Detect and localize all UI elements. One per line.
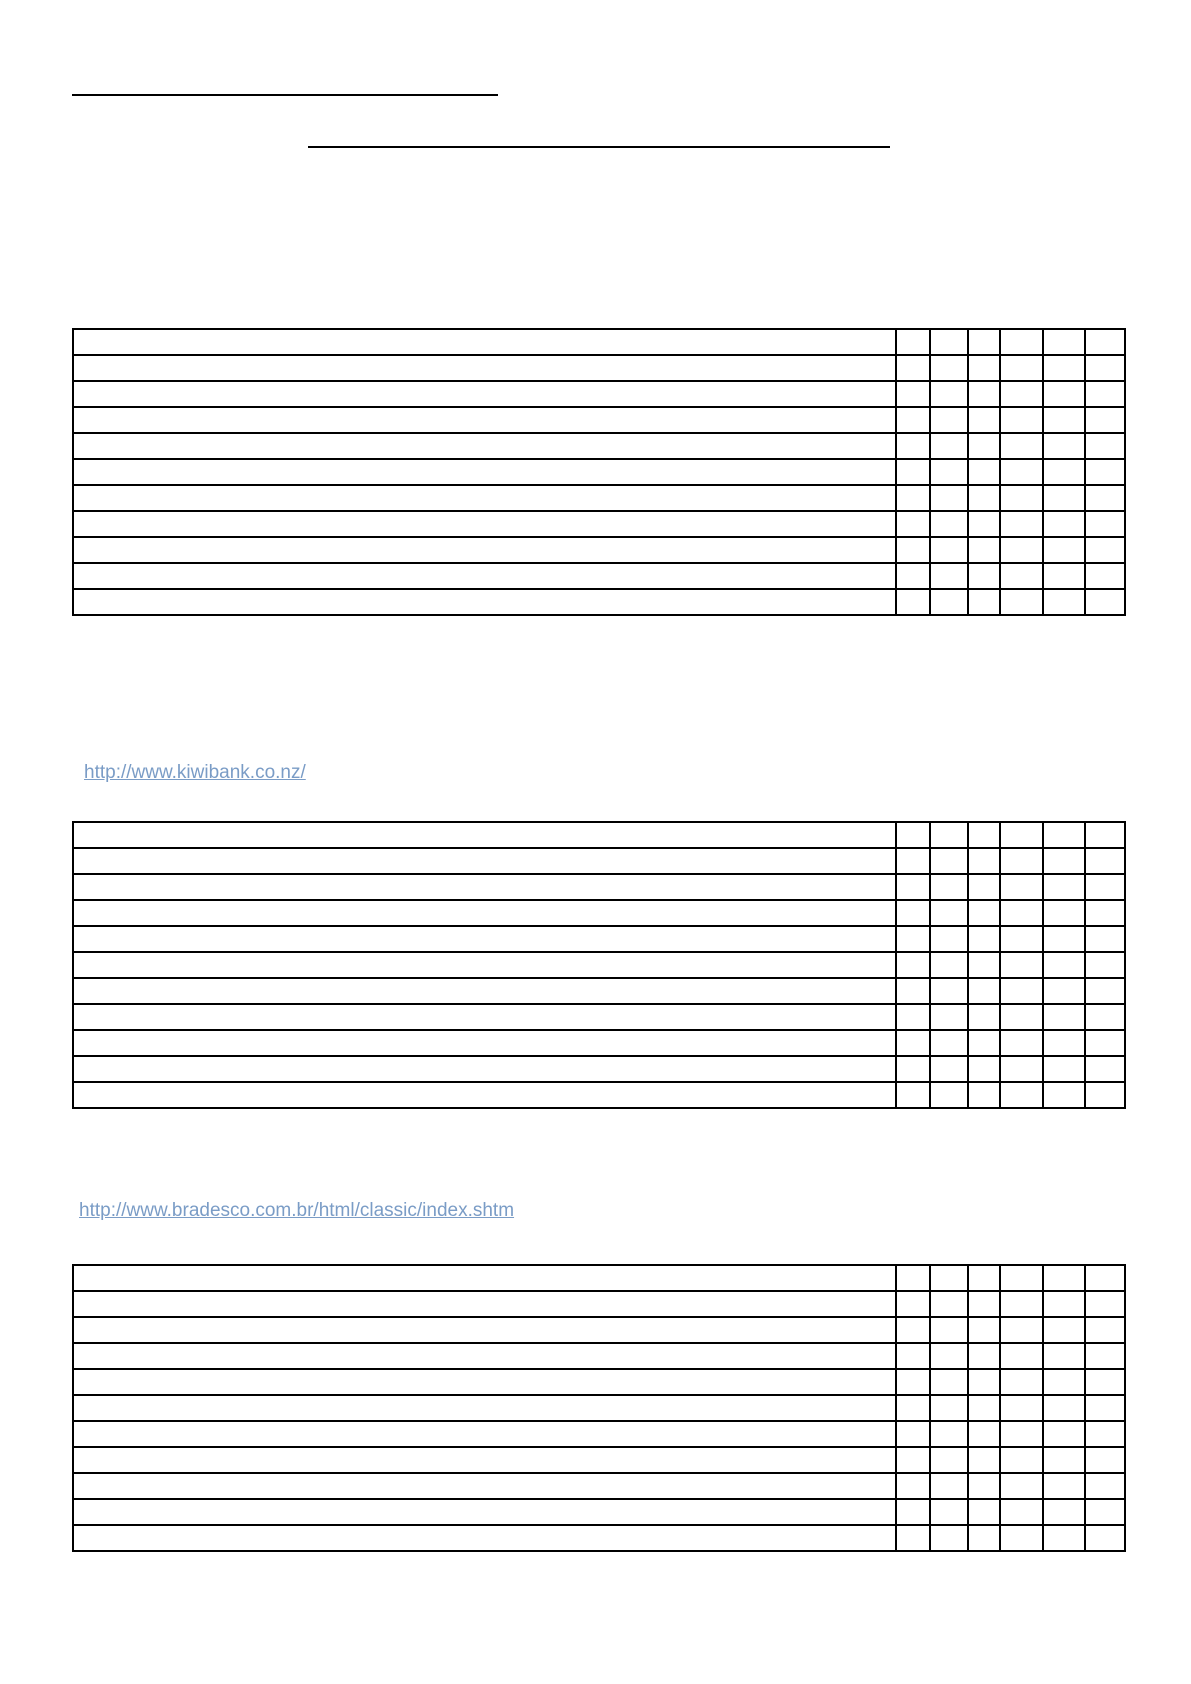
- check-cell[interactable]: [1043, 1082, 1085, 1108]
- table-row: [73, 1499, 1125, 1525]
- criteria-cell[interactable]: [73, 1447, 896, 1473]
- check-cell[interactable]: [1085, 407, 1125, 433]
- check-cell[interactable]: [968, 433, 1000, 459]
- check-cell[interactable]: [1000, 900, 1043, 926]
- table-row: [73, 537, 1125, 563]
- criteria-cell[interactable]: [73, 848, 896, 874]
- check-cell[interactable]: [1043, 355, 1085, 381]
- criteria-cell[interactable]: [73, 459, 896, 485]
- check-cell[interactable]: [1085, 1056, 1125, 1082]
- evaluation-table-3-body: [73, 1265, 1125, 1551]
- criteria-cell[interactable]: [73, 537, 896, 563]
- criteria-cell[interactable]: [73, 329, 896, 355]
- check-cell[interactable]: [968, 1421, 1000, 1447]
- check-cell[interactable]: [930, 822, 968, 848]
- check-cell[interactable]: [896, 1343, 930, 1369]
- check-cell[interactable]: [1000, 459, 1043, 485]
- check-cell[interactable]: [1043, 1499, 1085, 1525]
- check-cell[interactable]: [1043, 1447, 1085, 1473]
- check-cell[interactable]: [1000, 433, 1043, 459]
- check-cell[interactable]: [896, 926, 930, 952]
- check-cell[interactable]: [1085, 563, 1125, 589]
- check-cell[interactable]: [1000, 1291, 1043, 1317]
- check-cell[interactable]: [930, 952, 968, 978]
- table-row: [73, 1291, 1125, 1317]
- check-cell[interactable]: [930, 1395, 968, 1421]
- check-cell[interactable]: [968, 563, 1000, 589]
- check-cell[interactable]: [1043, 563, 1085, 589]
- check-cell[interactable]: [1085, 459, 1125, 485]
- check-cell[interactable]: [1085, 485, 1125, 511]
- criteria-cell[interactable]: [73, 589, 896, 615]
- check-cell[interactable]: [930, 848, 968, 874]
- check-cell[interactable]: [1043, 589, 1085, 615]
- check-cell[interactable]: [1043, 1395, 1085, 1421]
- table-row: [73, 1056, 1125, 1082]
- title-blank-line: [308, 146, 890, 148]
- check-cell[interactable]: [1085, 355, 1125, 381]
- check-cell[interactable]: [896, 1525, 930, 1551]
- check-cell[interactable]: [896, 511, 930, 537]
- check-cell[interactable]: [1043, 1317, 1085, 1343]
- check-cell[interactable]: [930, 355, 968, 381]
- check-cell[interactable]: [1000, 1421, 1043, 1447]
- check-cell[interactable]: [1000, 1343, 1043, 1369]
- check-cell[interactable]: [1043, 926, 1085, 952]
- criteria-cell[interactable]: [73, 952, 896, 978]
- check-cell[interactable]: [1085, 381, 1125, 407]
- check-cell[interactable]: [1000, 1004, 1043, 1030]
- criteria-cell[interactable]: [73, 1265, 896, 1291]
- check-cell[interactable]: [968, 381, 1000, 407]
- check-cell[interactable]: [1043, 1525, 1085, 1551]
- check-cell[interactable]: [968, 926, 1000, 952]
- check-cell[interactable]: [930, 485, 968, 511]
- bradesco-link[interactable]: http://www.bradesco.com.br/html/classic/index.shtm: [79, 1200, 515, 1221]
- check-cell[interactable]: [1085, 952, 1125, 978]
- check-cell[interactable]: [930, 1473, 968, 1499]
- check-cell[interactable]: [930, 1525, 968, 1551]
- check-cell[interactable]: [968, 1525, 1000, 1551]
- check-cell[interactable]: [896, 900, 930, 926]
- table-row: [73, 329, 1125, 355]
- check-cell[interactable]: [896, 1082, 930, 1108]
- check-cell[interactable]: [930, 1499, 968, 1525]
- check-cell[interactable]: [968, 355, 1000, 381]
- check-cell[interactable]: [930, 1004, 968, 1030]
- check-cell[interactable]: [930, 900, 968, 926]
- check-cell[interactable]: [1000, 537, 1043, 563]
- check-cell[interactable]: [1000, 1056, 1043, 1082]
- table-row: [73, 407, 1125, 433]
- check-cell[interactable]: [1043, 1421, 1085, 1447]
- table-row: [73, 1369, 1125, 1395]
- check-cell[interactable]: [1043, 1056, 1085, 1082]
- table-row: [73, 1473, 1125, 1499]
- check-cell[interactable]: [930, 1447, 968, 1473]
- table-row: [73, 1395, 1125, 1421]
- check-cell[interactable]: [1000, 874, 1043, 900]
- check-cell[interactable]: [1000, 407, 1043, 433]
- check-cell[interactable]: [896, 1004, 930, 1030]
- table-row: [73, 1082, 1125, 1108]
- check-cell[interactable]: [896, 563, 930, 589]
- check-cell[interactable]: [896, 485, 930, 511]
- check-cell[interactable]: [1043, 1030, 1085, 1056]
- check-cell[interactable]: [896, 1265, 930, 1291]
- check-cell[interactable]: [1085, 1499, 1125, 1525]
- check-cell[interactable]: [968, 1004, 1000, 1030]
- criteria-cell[interactable]: [73, 1056, 896, 1082]
- check-cell[interactable]: [1085, 874, 1125, 900]
- check-cell[interactable]: [1043, 900, 1085, 926]
- check-cell[interactable]: [930, 537, 968, 563]
- check-cell[interactable]: [968, 848, 1000, 874]
- criteria-cell[interactable]: [73, 900, 896, 926]
- evaluation-table-1-body: [73, 329, 1125, 615]
- table-row: [73, 589, 1125, 615]
- table-row: [73, 978, 1125, 1004]
- check-cell[interactable]: [968, 952, 1000, 978]
- check-cell[interactable]: [1043, 485, 1085, 511]
- check-cell[interactable]: [930, 511, 968, 537]
- check-cell[interactable]: [1043, 329, 1085, 355]
- check-cell[interactable]: [1000, 1447, 1043, 1473]
- table-row: [73, 1525, 1125, 1551]
- check-cell[interactable]: [1085, 848, 1125, 874]
- check-cell[interactable]: [930, 1317, 968, 1343]
- table-row: [73, 822, 1125, 848]
- check-cell[interactable]: [1000, 978, 1043, 1004]
- check-cell[interactable]: [968, 537, 1000, 563]
- check-cell[interactable]: [1000, 485, 1043, 511]
- table-row: [73, 485, 1125, 511]
- check-cell[interactable]: [896, 329, 930, 355]
- check-cell[interactable]: [968, 822, 1000, 848]
- check-cell[interactable]: [1085, 1030, 1125, 1056]
- check-cell[interactable]: [968, 1317, 1000, 1343]
- check-cell[interactable]: [930, 381, 968, 407]
- check-cell[interactable]: [1043, 1343, 1085, 1369]
- table-row: [73, 433, 1125, 459]
- check-cell[interactable]: [1085, 1447, 1125, 1473]
- table-row: [73, 1265, 1125, 1291]
- check-cell[interactable]: [1000, 1265, 1043, 1291]
- check-cell[interactable]: [1000, 329, 1043, 355]
- criteria-cell[interactable]: [73, 355, 896, 381]
- check-cell[interactable]: [1000, 1317, 1043, 1343]
- check-cell[interactable]: [1085, 1082, 1125, 1108]
- check-cell[interactable]: [1085, 1369, 1125, 1395]
- check-cell[interactable]: [930, 978, 968, 1004]
- check-cell[interactable]: [896, 952, 930, 978]
- check-cell[interactable]: [896, 381, 930, 407]
- check-cell[interactable]: [930, 1421, 968, 1447]
- check-cell[interactable]: [1085, 329, 1125, 355]
- check-cell[interactable]: [1085, 1525, 1125, 1551]
- check-cell[interactable]: [968, 1056, 1000, 1082]
- check-cell[interactable]: [930, 1343, 968, 1369]
- check-cell[interactable]: [896, 1473, 930, 1499]
- check-cell[interactable]: [896, 822, 930, 848]
- check-cell[interactable]: [1085, 1265, 1125, 1291]
- check-cell[interactable]: [930, 926, 968, 952]
- check-cell[interactable]: [1043, 1291, 1085, 1317]
- check-cell[interactable]: [1000, 1369, 1043, 1395]
- check-cell[interactable]: [968, 1343, 1000, 1369]
- check-cell[interactable]: [1043, 511, 1085, 537]
- check-cell[interactable]: [968, 1030, 1000, 1056]
- criteria-cell[interactable]: [73, 1395, 896, 1421]
- criteria-cell[interactable]: [73, 1369, 896, 1395]
- check-cell[interactable]: [1000, 1473, 1043, 1499]
- check-cell[interactable]: [968, 874, 1000, 900]
- criteria-cell[interactable]: [73, 1473, 896, 1499]
- name-blank-line: [72, 94, 498, 96]
- table-row: [73, 848, 1125, 874]
- check-cell[interactable]: [930, 1369, 968, 1395]
- check-cell[interactable]: [896, 1447, 930, 1473]
- check-cell[interactable]: [1085, 1317, 1125, 1343]
- table-row: [73, 511, 1125, 537]
- check-cell[interactable]: [930, 874, 968, 900]
- check-cell[interactable]: [1085, 537, 1125, 563]
- criteria-cell[interactable]: [73, 1317, 896, 1343]
- check-cell[interactable]: [1000, 1525, 1043, 1551]
- criteria-cell[interactable]: [73, 433, 896, 459]
- table-row: [73, 1030, 1125, 1056]
- criteria-cell[interactable]: [73, 1499, 896, 1525]
- criteria-cell[interactable]: [73, 978, 896, 1004]
- check-cell[interactable]: [930, 433, 968, 459]
- check-cell[interactable]: [968, 900, 1000, 926]
- kiwibank-link[interactable]: http://www.kiwibank.co.nz/: [84, 762, 306, 783]
- check-cell[interactable]: [930, 1056, 968, 1082]
- check-cell[interactable]: [896, 1395, 930, 1421]
- check-cell[interactable]: [1043, 1369, 1085, 1395]
- check-cell[interactable]: [930, 589, 968, 615]
- check-cell[interactable]: [968, 1447, 1000, 1473]
- check-cell[interactable]: [1043, 537, 1085, 563]
- check-cell[interactable]: [968, 329, 1000, 355]
- evaluation-table-2-body: [73, 822, 1125, 1108]
- criteria-cell[interactable]: [73, 874, 896, 900]
- check-cell[interactable]: [896, 1317, 930, 1343]
- criteria-cell[interactable]: [73, 1082, 896, 1108]
- check-cell[interactable]: [968, 1473, 1000, 1499]
- check-cell[interactable]: [1085, 978, 1125, 1004]
- check-cell[interactable]: [968, 978, 1000, 1004]
- check-cell[interactable]: [896, 1056, 930, 1082]
- check-cell[interactable]: [1043, 952, 1085, 978]
- check-cell[interactable]: [968, 1291, 1000, 1317]
- check-cell[interactable]: [968, 407, 1000, 433]
- check-cell[interactable]: [1000, 952, 1043, 978]
- table-row: [73, 1421, 1125, 1447]
- check-cell[interactable]: [930, 329, 968, 355]
- check-cell[interactable]: [896, 355, 930, 381]
- check-cell[interactable]: [1000, 1030, 1043, 1056]
- criteria-cell[interactable]: [73, 381, 896, 407]
- check-cell[interactable]: [1043, 381, 1085, 407]
- criteria-cell[interactable]: [73, 1343, 896, 1369]
- check-cell[interactable]: [1085, 589, 1125, 615]
- table-row: [73, 563, 1125, 589]
- evaluation-table-1: [72, 328, 1126, 616]
- check-cell[interactable]: [930, 459, 968, 485]
- check-cell[interactable]: [930, 1030, 968, 1056]
- criteria-cell[interactable]: [73, 822, 896, 848]
- check-cell[interactable]: [930, 563, 968, 589]
- check-cell[interactable]: [1085, 1421, 1125, 1447]
- check-cell[interactable]: [896, 1369, 930, 1395]
- check-cell[interactable]: [1043, 978, 1085, 1004]
- check-cell[interactable]: [1085, 511, 1125, 537]
- criteria-cell[interactable]: [73, 1291, 896, 1317]
- check-cell[interactable]: [968, 511, 1000, 537]
- check-cell[interactable]: [896, 1421, 930, 1447]
- check-cell[interactable]: [1000, 822, 1043, 848]
- check-cell[interactable]: [1043, 407, 1085, 433]
- check-cell[interactable]: [1000, 926, 1043, 952]
- criteria-cell[interactable]: [73, 1004, 896, 1030]
- criteria-cell[interactable]: [73, 926, 896, 952]
- check-cell[interactable]: [1000, 563, 1043, 589]
- check-cell[interactable]: [1085, 1395, 1125, 1421]
- check-cell[interactable]: [968, 1499, 1000, 1525]
- check-cell[interactable]: [1085, 900, 1125, 926]
- criteria-cell[interactable]: [73, 1525, 896, 1551]
- table-row: [73, 926, 1125, 952]
- check-cell[interactable]: [968, 1265, 1000, 1291]
- table-row: [73, 1343, 1125, 1369]
- criteria-cell[interactable]: [73, 485, 896, 511]
- check-cell[interactable]: [896, 848, 930, 874]
- table-row: [73, 1004, 1125, 1030]
- check-cell[interactable]: [896, 1291, 930, 1317]
- check-cell[interactable]: [1000, 589, 1043, 615]
- check-cell[interactable]: [896, 874, 930, 900]
- criteria-cell[interactable]: [73, 1030, 896, 1056]
- check-cell[interactable]: [896, 433, 930, 459]
- check-cell[interactable]: [968, 485, 1000, 511]
- check-cell[interactable]: [1085, 822, 1125, 848]
- check-cell[interactable]: [896, 978, 930, 1004]
- check-cell[interactable]: [1000, 1499, 1043, 1525]
- check-cell[interactable]: [896, 1030, 930, 1056]
- check-cell[interactable]: [1043, 1004, 1085, 1030]
- check-cell[interactable]: [1000, 1082, 1043, 1108]
- check-cell[interactable]: [1000, 355, 1043, 381]
- check-cell[interactable]: [1000, 848, 1043, 874]
- check-cell[interactable]: [1043, 874, 1085, 900]
- check-cell[interactable]: [1043, 1265, 1085, 1291]
- check-cell[interactable]: [896, 537, 930, 563]
- table-row: [73, 459, 1125, 485]
- check-cell[interactable]: [930, 407, 968, 433]
- check-cell[interactable]: [1000, 511, 1043, 537]
- check-cell[interactable]: [930, 1082, 968, 1108]
- table-row: [73, 1317, 1125, 1343]
- check-cell[interactable]: [1043, 459, 1085, 485]
- criteria-cell[interactable]: [73, 1421, 896, 1447]
- criteria-cell[interactable]: [73, 407, 896, 433]
- criteria-cell[interactable]: [73, 511, 896, 537]
- check-cell[interactable]: [1043, 433, 1085, 459]
- check-cell[interactable]: [968, 1395, 1000, 1421]
- table-row: [73, 952, 1125, 978]
- check-cell[interactable]: [1043, 822, 1085, 848]
- table-row: [73, 900, 1125, 926]
- check-cell[interactable]: [896, 459, 930, 485]
- check-cell[interactable]: [968, 1082, 1000, 1108]
- check-cell[interactable]: [1043, 1473, 1085, 1499]
- check-cell[interactable]: [896, 407, 930, 433]
- check-cell[interactable]: [968, 1369, 1000, 1395]
- check-cell[interactable]: [1085, 926, 1125, 952]
- check-cell[interactable]: [1000, 1395, 1043, 1421]
- check-cell[interactable]: [1085, 433, 1125, 459]
- check-cell[interactable]: [968, 459, 1000, 485]
- table-row: [73, 355, 1125, 381]
- check-cell[interactable]: [968, 589, 1000, 615]
- evaluation-table-3: [72, 1264, 1126, 1552]
- check-cell[interactable]: [1085, 1004, 1125, 1030]
- check-cell[interactable]: [1000, 381, 1043, 407]
- check-cell[interactable]: [1085, 1291, 1125, 1317]
- check-cell[interactable]: [896, 589, 930, 615]
- table-row: [73, 1447, 1125, 1473]
- table-row: [73, 381, 1125, 407]
- criteria-cell[interactable]: [73, 563, 896, 589]
- check-cell[interactable]: [896, 1499, 930, 1525]
- check-cell[interactable]: [1085, 1343, 1125, 1369]
- check-cell[interactable]: [930, 1291, 968, 1317]
- check-cell[interactable]: [930, 1265, 968, 1291]
- check-cell[interactable]: [1085, 1473, 1125, 1499]
- evaluation-table-2: [72, 821, 1126, 1109]
- check-cell[interactable]: [1043, 848, 1085, 874]
- table-row: [73, 874, 1125, 900]
